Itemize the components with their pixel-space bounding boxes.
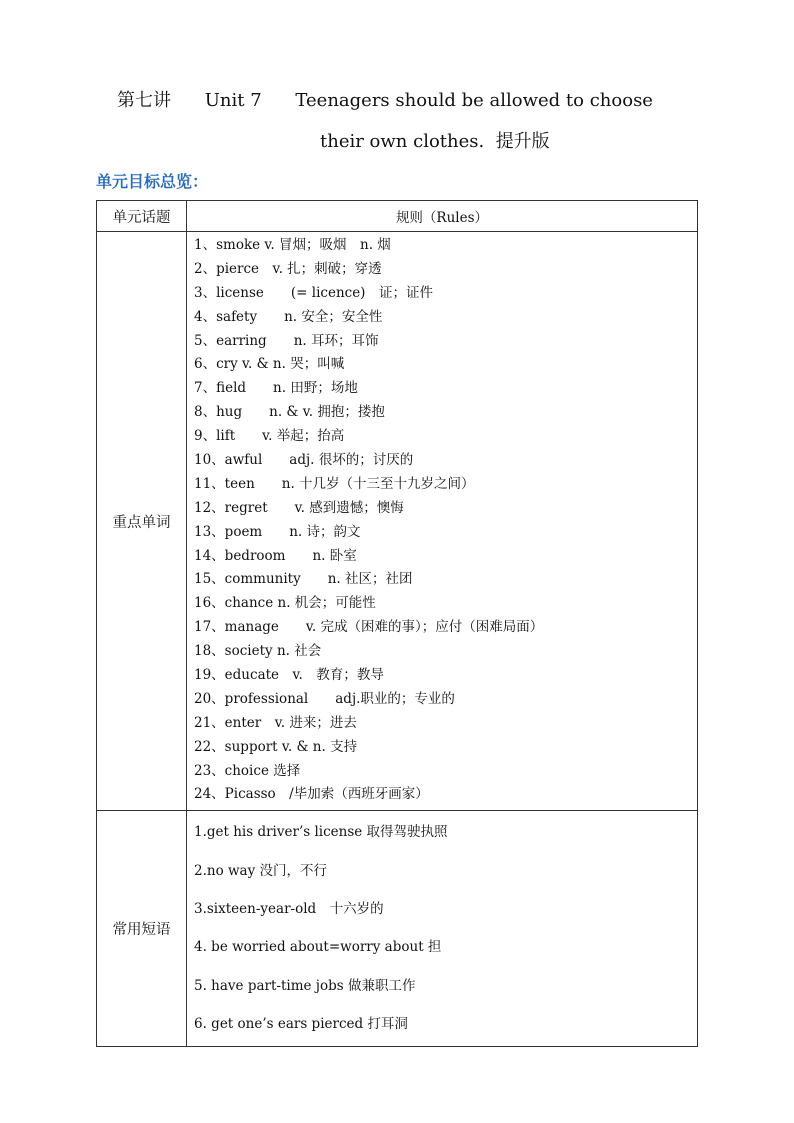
vocab-label: 重点单词 [97,232,187,811]
vocab-item: 7、field n. 田野；场地 [194,380,358,397]
document-title-line2 [320,127,550,153]
vocab-item: 21、enter v. 进来；进去 [194,714,357,731]
document-title-line1 [117,86,653,112]
vocab-item: 4、safety n. 安全；安全性 [194,308,383,325]
vocab-list [187,232,698,811]
vocab-item: 12、regret v. 感到遗憾；懊悔 [194,499,404,516]
vocab-item: 18、society n. 社会 [194,643,322,660]
lecture-number: 第七讲 [117,90,171,111]
vocab-item: 3、license (= licence) 证；证件 [194,284,433,301]
vocab-item: 16、chance n. 机会；可能性 [194,595,376,612]
vocab-item: 9、lift v. 举起；抬高 [194,428,345,445]
vocab-item: 8、hug n. & v. 拥抱；搂抱 [194,404,385,421]
phrase-item: 5. have part-time jobs 做兼职工作 [194,977,416,994]
unit-label: Unit 7 [204,90,262,111]
phrase-list [187,811,698,1047]
vocab-item: 13、poem n. 诗；韵文 [194,523,361,540]
phrase-row [97,811,698,1047]
header-rules: 规则（Rules） [187,201,698,232]
phrase-item: 1.get his driver’s license 取得驾驶执照 [194,824,448,841]
phrase-item: 2.no way 没门，不行 [194,862,328,879]
vocab-item: 14、bedroom n. 卧室 [194,547,357,564]
vocab-item: 19、educate v. 教育；教导 [194,667,384,684]
header-topic: 单元话题 [97,201,187,232]
title-text-line2: their own clothes. [320,131,485,152]
vocab-item: 5、earring n. 耳环；耳饰 [194,332,379,349]
vocab-item: 23、choice 选择 [194,762,301,779]
phrase-label: 常用短语 [97,811,187,1047]
vocab-item: 22、support v. & n. 支持 [194,738,358,755]
vocab-item: 20、professional adj.职业的；专业的 [194,690,455,707]
vocab-item: 24、Picasso /毕加索（西班牙画家） [194,786,429,803]
phrase-item: 6. get one’s ears pierced 打耳洞 [194,1015,408,1032]
vocab-item: 11、teen n. 十几岁（十三至十九岁之间） [194,475,475,492]
phrase-item: 3.sixteen-year-old 十六岁的 [194,900,384,917]
edition-label: 提升版 [495,131,550,152]
vocab-item: 17、manage v. 完成（困难的事）；应付（困难局面） [194,619,544,636]
vocab-item: 15、community n. 社区；社团 [194,571,413,588]
table-header-row [97,201,698,232]
title-text-line1: Teenagers should be allowed to choose [295,90,653,111]
vocab-item: 6、cry v. & n. 哭；叫喊 [194,356,345,373]
vocab-item: 2、pierce v. 扎；刺破；穿透 [194,260,382,277]
vocab-row [97,232,698,811]
section-title: 单元目标总览： [96,172,209,191]
vocab-item: 10、awful adj. 很坏的；讨厌的 [194,452,414,469]
unit-goals-table [96,200,698,1047]
vocab-item: 1、smoke v. 冒烟；吸烟 n. 烟 [194,237,391,253]
phrase-item: 4. be worried about=worry about 担 [194,939,442,956]
